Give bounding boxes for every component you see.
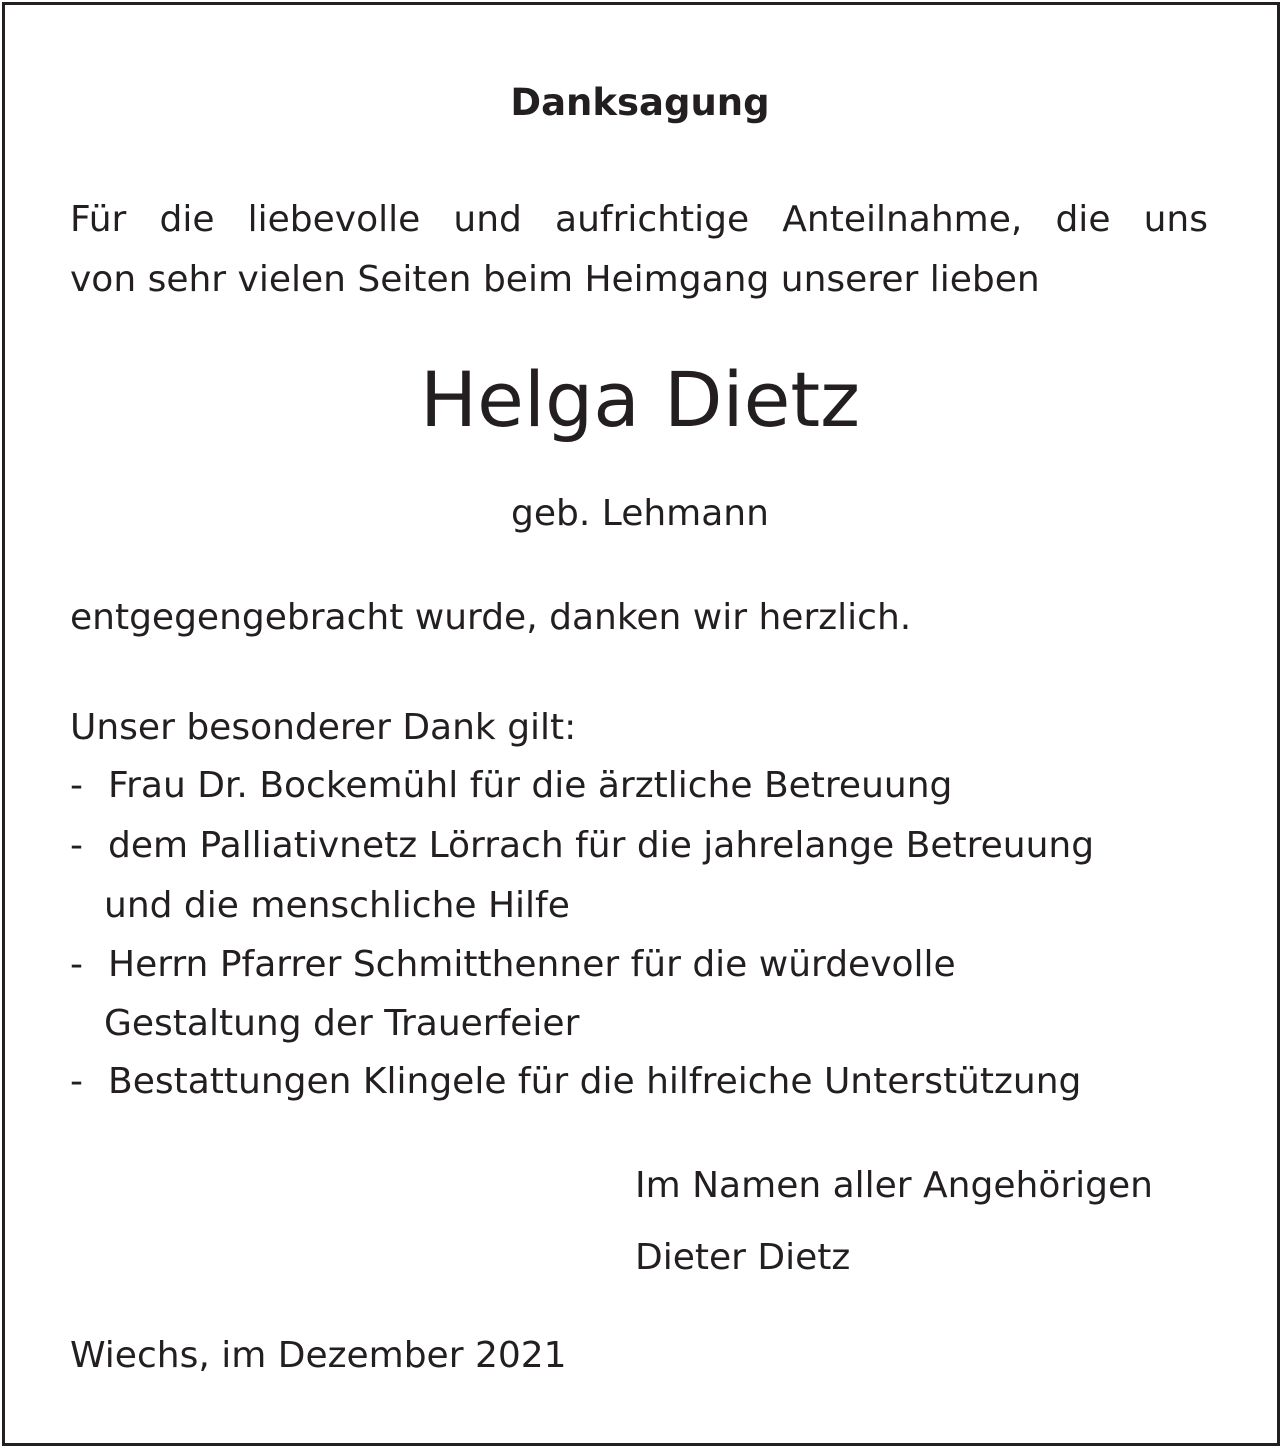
thanks-item — [70, 764, 952, 808]
thanks-line: entgegengebracht wurde, danken wir herzlich. — [70, 597, 912, 638]
item-dash: - — [70, 765, 83, 806]
signature-line-1: Im Namen aller Angehörigen — [635, 1165, 1153, 1206]
special-thanks-heading: Unser besonderer Dank gilt: — [70, 707, 577, 748]
item-text: dem Palliativnetz Lörrach für die jahrelange Betreuung — [108, 825, 1095, 866]
item-continuation: und die menschliche Hilfe — [104, 885, 570, 926]
maiden-name: geb. Lehmann — [511, 493, 769, 534]
item-dash: - — [70, 944, 83, 985]
item-dash: - — [70, 1061, 83, 1102]
item-text: Frau Dr. Bockemühl für die ärztliche Betreuung — [108, 765, 953, 806]
signature-name: Dieter Dietz — [635, 1237, 851, 1278]
item-text: Bestattungen Klingele für die hilfreiche Unterstützung — [108, 1061, 1082, 1102]
item-dash: - — [70, 825, 83, 866]
deceased-name: Helga Dietz — [419, 355, 861, 444]
thanks-item — [70, 943, 956, 987]
item-continuation: Gestaltung der Trauerfeier — [104, 1003, 580, 1044]
thanks-item — [70, 1060, 1081, 1104]
place-date: Wiechs, im Dezember 2021 — [70, 1335, 567, 1376]
intro-line-2: von sehr vielen Seiten beim Heimgang unserer lieben — [70, 259, 1040, 300]
thanks-item — [70, 824, 1094, 868]
notice-heading: Danksagung — [510, 81, 770, 124]
intro-line-1: Für die liebevolle und aufrichtige Anteilnahme, die uns — [70, 199, 1208, 240]
intro-paragraph — [70, 190, 1208, 310]
item-text: Herrn Pfarrer Schmitthenner für die würdevolle — [108, 944, 956, 985]
